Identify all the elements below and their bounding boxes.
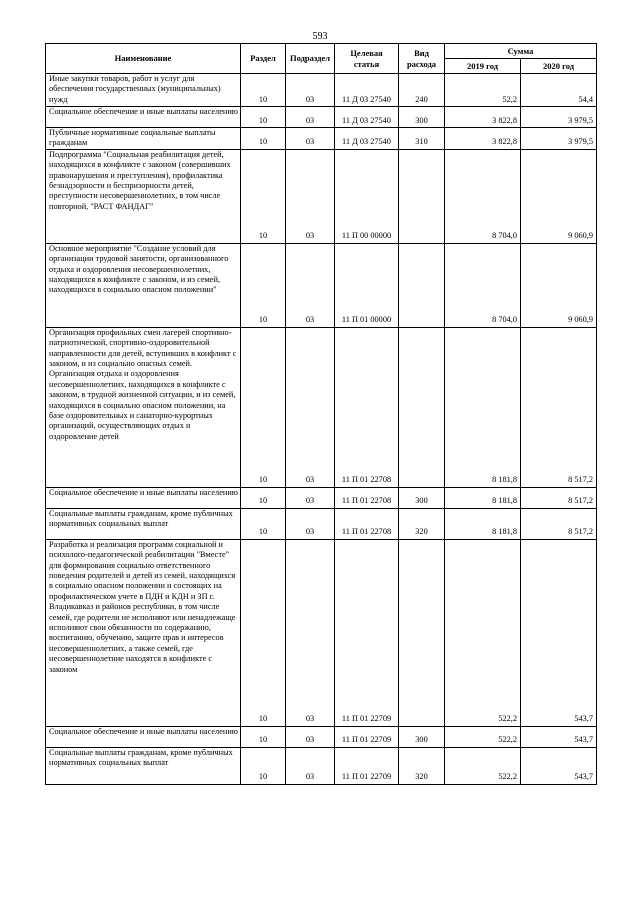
row-name: Организация профильных смен лагерей спортивно-патриотической, спортивно-оздоровительной направленности для детей, вступивших в конфликт с законом, и из социально опасных семей. Организация отдыха и оздоровления несовершеннолетних, находящихся в конфликте с законом, в трудной жизненной ситуации, и из семей, находящихся в социально опасном положении, на базе оздоровительных и санаторно-курортных организаций, осуществляющих отдых и оздоровление детей (46, 327, 241, 487)
row-target: 11 Д 03 27540 (335, 107, 399, 128)
table-header (46, 44, 597, 74)
row-target: 11 Д 03 27540 (335, 74, 399, 107)
row-name: Социальное обеспечение и иные выплаты населению (46, 107, 241, 128)
row-section: 10 (241, 243, 286, 327)
row-section: 10 (241, 327, 286, 487)
table-row (46, 508, 597, 539)
row-target: 11 Д 03 27540 (335, 128, 399, 150)
row-subsection: 03 (286, 508, 335, 539)
row-2020: 543,7 (521, 539, 597, 726)
row-name: Иные закупки товаров, работ и услуг для обеспечения государственных (муниципальных) нужд (46, 74, 241, 107)
row-section: 10 (241, 74, 286, 107)
header-2020: 2020 год (521, 59, 597, 74)
row-type: 240 (399, 74, 445, 107)
header-type: Вид расхода (399, 44, 445, 74)
row-target: 11 П 01 22709 (335, 747, 399, 784)
row-type (399, 243, 445, 327)
row-2019: 8 704,0 (445, 149, 521, 243)
table-row (46, 74, 597, 107)
header-sum: Сумма (445, 44, 597, 59)
row-2020: 8 517,2 (521, 487, 597, 508)
row-2020: 54,4 (521, 74, 597, 107)
row-2019: 3 822,8 (445, 107, 521, 128)
row-section: 10 (241, 726, 286, 747)
page-number: 593 (312, 31, 328, 42)
row-name: Социальное обеспечение и иные выплаты населению (46, 726, 241, 747)
row-subsection: 03 (286, 149, 335, 243)
row-2019: 8 181,8 (445, 327, 521, 487)
row-2019: 52,2 (445, 74, 521, 107)
row-2019: 3 822,8 (445, 128, 521, 150)
row-2019: 522,2 (445, 539, 521, 726)
row-2020: 8 517,2 (521, 508, 597, 539)
row-2020: 8 517,2 (521, 327, 597, 487)
row-2019: 8 181,8 (445, 508, 521, 539)
row-section: 10 (241, 107, 286, 128)
row-name: Социальные выплаты гражданам, кроме публичных нормативных социальных выплат (46, 747, 241, 784)
row-type (399, 327, 445, 487)
row-name: Публичные нормативные социальные выплаты гражданам (46, 128, 241, 150)
row-section: 10 (241, 128, 286, 150)
row-subsection: 03 (286, 327, 335, 487)
row-target: 11 П 01 22708 (335, 508, 399, 539)
row-target: 11 П 01 22708 (335, 487, 399, 508)
row-target: 11 П 01 00000 (335, 243, 399, 327)
budget-table (45, 43, 597, 785)
row-target: 11 П 01 22709 (335, 726, 399, 747)
row-type (399, 149, 445, 243)
row-subsection: 03 (286, 539, 335, 726)
row-2020: 3 979,5 (521, 107, 597, 128)
row-subsection: 03 (286, 487, 335, 508)
row-name: Социальные выплаты гражданам, кроме публичных нормативных социальных выплат (46, 508, 241, 539)
table-row (46, 327, 597, 487)
table-row (46, 243, 597, 327)
header-target: Целевая статья (335, 44, 399, 74)
row-section: 10 (241, 487, 286, 508)
row-type: 300 (399, 726, 445, 747)
row-type: 320 (399, 747, 445, 784)
table-body (46, 74, 597, 785)
row-name: Подпрограмма "Социальная реабилитация детей, находящихся в конфликте с законом (совершивших правонарушения и преступления), профилактика безнадзорности и беспризорности детей, преступности несовершеннолетних, в том числе повторной, "РАСТ ФАНДАГ" (46, 149, 241, 243)
row-name: Разработка и реализация программ социальной и психолого-педагогической реабилитации "Вместе" для формирования социально ответственного поведения родителей и детей из семей, находящихся в социально опасном положении и состоящих на профилактическом учете в ПДН и КДН и ЗП г. Владикавказ и районов республики, в том числе семей, где родители не исполняют или ненадлежаще исполняют свои обязанности по содержанию, воспитанию, обучению, защите прав и интересов несовершеннолетних, а также семей, где несовершеннолетние находятся в конфликте с законом (46, 539, 241, 726)
table-row (46, 487, 597, 508)
row-2020: 9 060,9 (521, 243, 597, 327)
row-name: Основное мероприятие "Создание условий для организации трудовой занятости, организованного отдыха и оздоровления несовершеннолетних, находящихся в конфликте с законом, и из семей, находящихся в социально опасном положении" (46, 243, 241, 327)
row-2019: 522,2 (445, 726, 521, 747)
table-row (46, 149, 597, 243)
row-subsection: 03 (286, 747, 335, 784)
table-row (46, 128, 597, 150)
header-section: Раздел (241, 44, 286, 74)
row-target: 11 П 00 00000 (335, 149, 399, 243)
row-section: 10 (241, 149, 286, 243)
table-row (46, 107, 597, 128)
header-2019: 2019 год (445, 59, 521, 74)
row-2020: 543,7 (521, 726, 597, 747)
row-subsection: 03 (286, 74, 335, 107)
row-type (399, 539, 445, 726)
row-subsection: 03 (286, 243, 335, 327)
row-section: 10 (241, 539, 286, 726)
table-row (46, 726, 597, 747)
table-row (46, 747, 597, 784)
row-subsection: 03 (286, 107, 335, 128)
row-subsection: 03 (286, 128, 335, 150)
table-row (46, 539, 597, 726)
row-target: 11 П 01 22709 (335, 539, 399, 726)
row-name: Социальное обеспечение и иные выплаты населению (46, 487, 241, 508)
row-subsection: 03 (286, 726, 335, 747)
row-2019: 8 704,0 (445, 243, 521, 327)
row-type: 310 (399, 128, 445, 150)
row-2020: 3 979,5 (521, 128, 597, 150)
row-2020: 9 060,9 (521, 149, 597, 243)
header-subsection: Подраздел (286, 44, 335, 74)
row-2019: 8 181,8 (445, 487, 521, 508)
row-target: 11 П 01 22708 (335, 327, 399, 487)
row-2020: 543,7 (521, 747, 597, 784)
row-section: 10 (241, 747, 286, 784)
row-type: 300 (399, 107, 445, 128)
header-name: Наименование (46, 44, 241, 74)
row-type: 320 (399, 508, 445, 539)
row-type: 300 (399, 487, 445, 508)
row-section: 10 (241, 508, 286, 539)
row-2019: 522,2 (445, 747, 521, 784)
